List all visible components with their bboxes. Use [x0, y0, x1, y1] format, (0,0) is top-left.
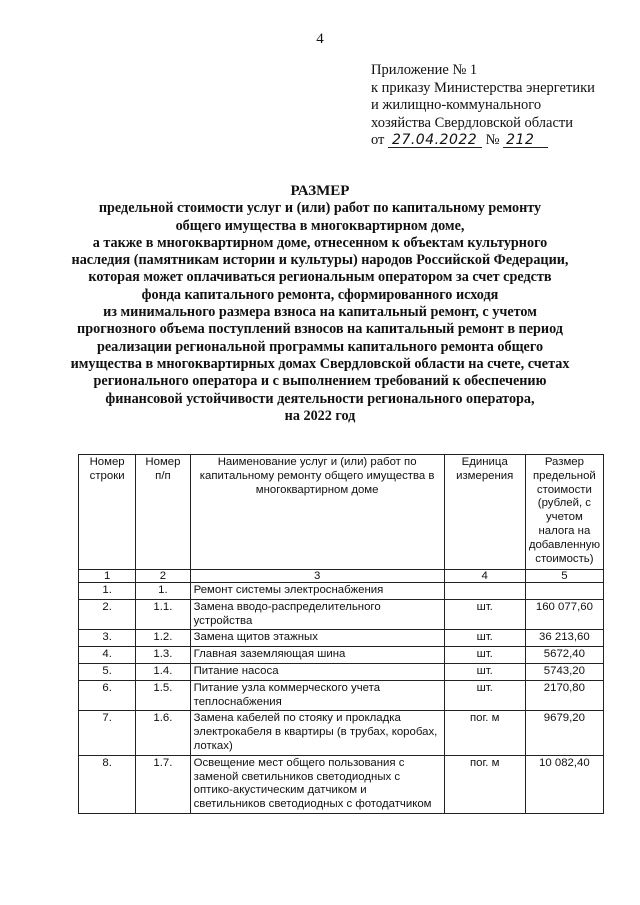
number-prefix: № [485, 132, 500, 148]
table-header-row [79, 455, 604, 570]
work-name-cell: Главная заземляющая шина [190, 647, 444, 664]
title-line: имущества в многоквартирных домах Свердловской области на счете, счетах [70, 355, 570, 372]
item-number-cell: 1.3. [136, 647, 190, 664]
title-main: РАЗМЕР [290, 183, 350, 199]
price-cell: 160 077,60 [525, 599, 603, 630]
item-number-cell: 1.7. [136, 755, 190, 813]
row-number-cell: 6. [79, 680, 136, 711]
table-row [79, 630, 604, 647]
price-cell: 36 213,60 [525, 630, 603, 647]
header-unit: Единица измерения [444, 455, 525, 570]
header-max-cost: Размер предельной стоимости (рублей, с учетом налога на добавленную стоимость) [525, 455, 603, 570]
table-row [79, 680, 604, 711]
table-row [79, 755, 604, 813]
unit-cell: шт. [444, 663, 525, 680]
title-line: наследия (памятникам истории и культуры) народов Российской Федерации, [71, 252, 569, 269]
column-number: 4 [444, 570, 525, 583]
title-line: а также в многоквартирном доме, отнесенном к объектам культурного [92, 234, 548, 251]
handwritten-date: 27.04.2022 [388, 133, 482, 148]
appendix-line: хозяйства Свердловской области [371, 114, 573, 131]
row-number-cell: 2. [79, 599, 136, 630]
work-name-cell: Питание насоса [190, 663, 444, 680]
table-section-row [79, 583, 604, 600]
handwritten-number: 212 [503, 133, 548, 148]
row-number-cell: 7. [79, 711, 136, 755]
title-line: из минимального размера взноса на капитальный ремонт, с учетом [103, 304, 537, 321]
column-number: 5 [525, 570, 603, 583]
item-number-cell: 1.5. [136, 680, 190, 711]
price-cell: 5672,40 [525, 647, 603, 664]
work-name-cell: Замена щитов этажных [190, 630, 444, 647]
item-number-cell: 1.6. [136, 711, 190, 755]
table-row [79, 663, 604, 680]
header-row-number: Номер строки [79, 455, 136, 570]
price-cell: 10 082,40 [525, 755, 603, 813]
work-name-cell: Ремонт системы электроснабжения [190, 583, 444, 600]
unit-cell: шт. [444, 680, 525, 711]
header-item-number: Номер п/п [136, 455, 190, 570]
row-number-cell: 4. [79, 647, 136, 664]
header-work-name: Наименование услуг и (или) работ по капитальному ремонту общего имущества в многоквартирном доме [190, 455, 444, 570]
work-name-cell: Замена вводо-распределительного устройства [190, 599, 444, 630]
row-number-cell: 8. [79, 755, 136, 813]
price-cell: 9679,20 [525, 711, 603, 755]
appendix-block [371, 62, 631, 150]
unit-cell: пог. м [444, 711, 525, 755]
title-line: общего имущества в многоквартирном доме, [175, 217, 465, 234]
page-number: 4 [316, 31, 324, 47]
item-number-cell: 1.4. [136, 663, 190, 680]
price-cell: 2170,80 [525, 680, 603, 711]
row-number-cell: 5. [79, 663, 136, 680]
item-number-cell: 1.2. [136, 630, 190, 647]
appendix-line: Приложение № 1 [371, 62, 478, 78]
title-line: которая может оплачиваться региональным оператором за счет средств [88, 269, 552, 286]
price-cell: 5743,20 [525, 663, 603, 680]
price-cell [525, 583, 603, 600]
table-body [79, 583, 604, 814]
work-name-cell: Питание узла коммерческого учета теплоснабжения [190, 680, 444, 711]
appendix-line: к приказу Министерства энергетики [371, 79, 595, 96]
unit-cell: шт. [444, 599, 525, 630]
row-number-cell: 1. [79, 583, 136, 600]
appendix-line: и жилищно-коммунального [371, 97, 542, 113]
document-title [60, 183, 580, 425]
unit-cell [444, 583, 525, 600]
table-row [79, 711, 604, 755]
item-number-cell: 1. [136, 583, 190, 600]
item-number-cell: 1.1. [136, 599, 190, 630]
title-line: на 2022 год [284, 407, 356, 424]
title-line: финансовой устойчивости деятельности регионального оператора, [105, 390, 535, 407]
appendix-date-line [371, 132, 631, 150]
unit-cell: шт. [444, 647, 525, 664]
column-number: 3 [190, 570, 444, 583]
work-name-cell: Замена кабелей по стояку и прокладка электрокабеля в квартиры (в трубах, коробах, лотках) [190, 711, 444, 755]
title-line: прогнозного объема поступлений взносов на капитальный ремонт в период [77, 321, 563, 338]
title-line: фонда капитального ремонта, сформированного исходя [141, 286, 499, 303]
column-number-row [79, 570, 604, 583]
cost-table [78, 454, 604, 814]
date-prefix: от [371, 132, 385, 148]
title-line: реализации региональной программы капитального ремонта общего [96, 338, 544, 355]
unit-cell: пог. м [444, 755, 525, 813]
table-row [79, 647, 604, 664]
work-name-cell: Освещение мест общего пользования с заменой светильников светодиодных с оптико-акустическим датчиком и светильников светодиодных с фотодатчиком [190, 755, 444, 813]
title-line: предельной стоимости услуг и (или) работ по капитальному ремонту [98, 200, 542, 217]
column-number: 1 [79, 570, 136, 583]
title-line: регионального оператора и с выполнением требований к обеспечению [93, 373, 547, 390]
unit-cell: шт. [444, 630, 525, 647]
table-row [79, 599, 604, 630]
column-number: 2 [136, 570, 190, 583]
row-number-cell: 3. [79, 630, 136, 647]
